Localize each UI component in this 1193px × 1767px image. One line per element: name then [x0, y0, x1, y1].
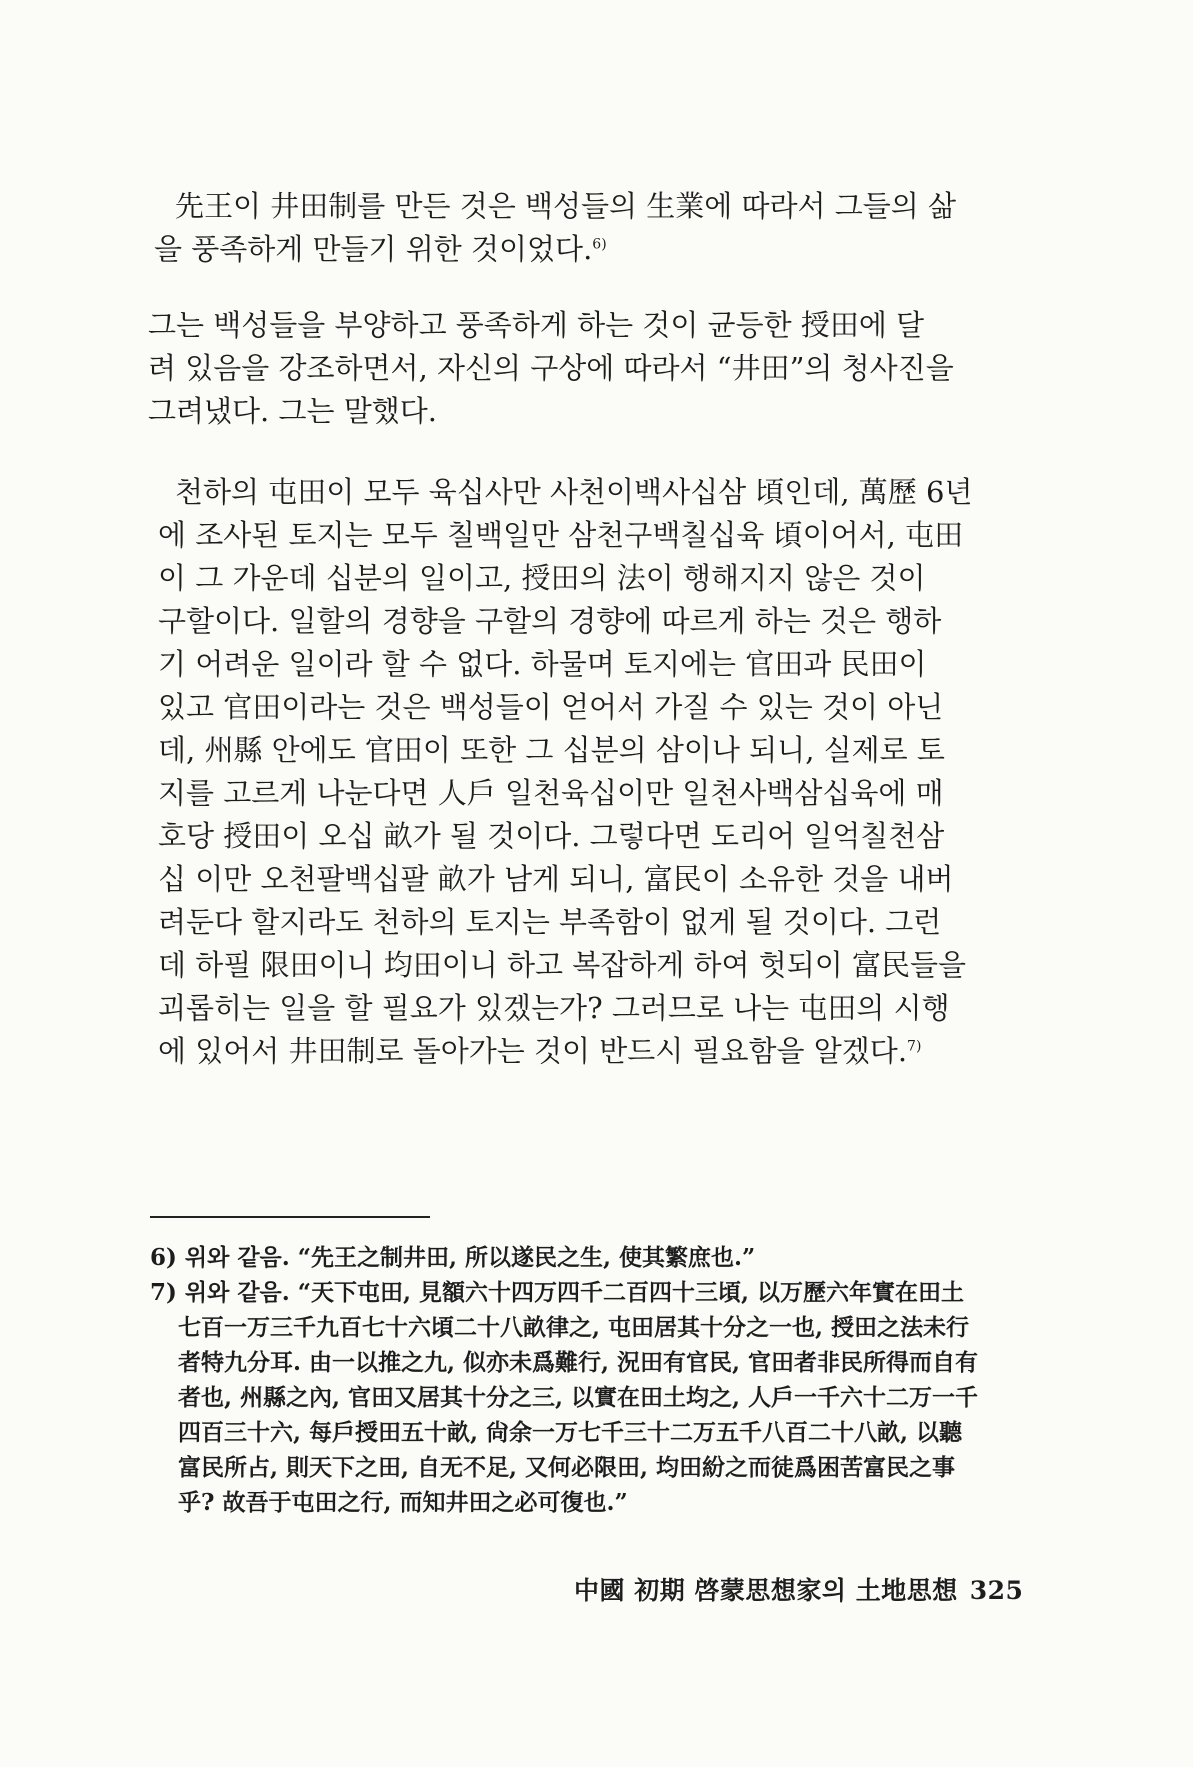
- footnote-ref-6: 6): [592, 236, 607, 253]
- quote2-line-10: 십 이만 오천팔백십팔 畝가 남게 되니, 富民이 소유한 것을 내버: [158, 862, 954, 896]
- quote1-line-2: [154, 232, 607, 266]
- quote2-line-14-text: 에 있어서 井田制로 돌아가는 것이 반드시 필요함을 알겠다.: [158, 1034, 908, 1068]
- quote2-line-3: 이 그 가운데 십분의 일이고, 授田의 法이 행해지지 않은 것이: [158, 561, 926, 595]
- quote2-line-13: 괴롭히는 일을 할 필요가 있겠는가? 그러므로 나는 屯田의 시행: [158, 991, 950, 1025]
- quote2-line-14: [158, 1034, 921, 1068]
- quote2-line-12: 데 하필 限田이니 均田이니 하고 복잡하게 하여 헛되이 富民들을: [158, 948, 967, 982]
- quote2-line-7: 데, 州縣 안에도 官田이 또한 그 십분의 삼이나 되니, 실제로 토: [158, 733, 945, 767]
- body-line-1: 그는 백성들을 부양하고 풍족하게 하는 것이 균등한 授田에 달: [148, 308, 925, 342]
- footnote-7-line-4: 者也, 州縣之內, 官田又居其十分之三, 以實在田土均之, 人戶一千六十二万一千: [178, 1384, 979, 1411]
- quote2-line-1: 천하의 屯田이 모두 육십사만 사천이백사십삼 頃인데, 萬歷 6년: [175, 475, 973, 509]
- quote2-line-2: 에 조사된 토지는 모두 칠백일만 삼천구백칠십육 頃이어서, 屯田: [158, 518, 964, 552]
- footnote-7-line-5: 四百三十六, 每戶授田五十畝, 尙余一万七千三十二万五千八百二十八畝, 以聽: [178, 1419, 963, 1446]
- footnote-7-line-1: 7) 위와 같음. “天下屯田, 見額六十四万四千二百四十三頃, 以万歷六年實在田土: [150, 1279, 965, 1306]
- running-head-title: 中國 初期 啓蒙思想家의 土地思想: [574, 1576, 958, 1605]
- footnote-ref-7: 7): [907, 1038, 922, 1055]
- footnote-7-line-2: 七百一万三千九百七十六頃二十八畝律之, 屯田居其十分之一也, 授田之法未行: [178, 1314, 970, 1341]
- quote2-line-6: 있고 官田이라는 것은 백성들이 얻어서 가질 수 있는 것이 아닌: [158, 690, 944, 724]
- quote2-line-9: 호당 授田이 오십 畝가 될 것이다. 그렇다면 도리어 일억칠천삼: [158, 819, 945, 853]
- quote1-line-1: 先王이 井田制를 만든 것은 백성들의 生業에 따라서 그들의 삶: [175, 189, 956, 223]
- quote2-line-11: 려둔다 할지라도 천하의 토지는 부족함이 없게 될 것이다. 그런: [158, 905, 942, 939]
- footnote-7-line-7: 乎? 故吾于屯田之行, 而知井田之必可復也.”: [178, 1489, 628, 1516]
- quote1-line-2-text: 을 풍족하게 만들기 위한 것이었다.: [154, 232, 593, 266]
- page-number: 325: [969, 1576, 1024, 1605]
- footnote-separator: [150, 1216, 430, 1218]
- footnote-6-line-1: 6) 위와 같음. “先王之制井田, 所以遂民之生, 使其繁庶也.”: [150, 1244, 756, 1271]
- body-line-2: 려 있음을 강조하면서, 자신의 구상에 따라서 “井田”의 청사진을: [148, 351, 954, 385]
- footnote-7-line-3: 者特九分耳. 由一以推之九, 似亦未爲難行, 況田有官民, 官田者非民所得而自有: [178, 1349, 979, 1376]
- quote2-line-4: 구할이다. 일할의 경향을 구할의 경향에 따르게 하는 것은 행하: [158, 604, 942, 638]
- footnote-7-line-6: 富民所占, 則天下之田, 自无不足, 又何必限田, 均田紛之而徒爲困苦富民之事: [178, 1454, 956, 1481]
- quote2-line-8: 지를 고르게 나눈다면 人戶 일천육십이만 일천사백삼십육에 매: [158, 776, 944, 810]
- quote2-line-5: 기 어려운 일이라 할 수 없다. 하물며 토지에는 官田과 民田이: [158, 647, 927, 681]
- running-footer: [574, 1571, 1023, 1607]
- body-line-3: 그려냈다. 그는 말했다.: [148, 394, 437, 428]
